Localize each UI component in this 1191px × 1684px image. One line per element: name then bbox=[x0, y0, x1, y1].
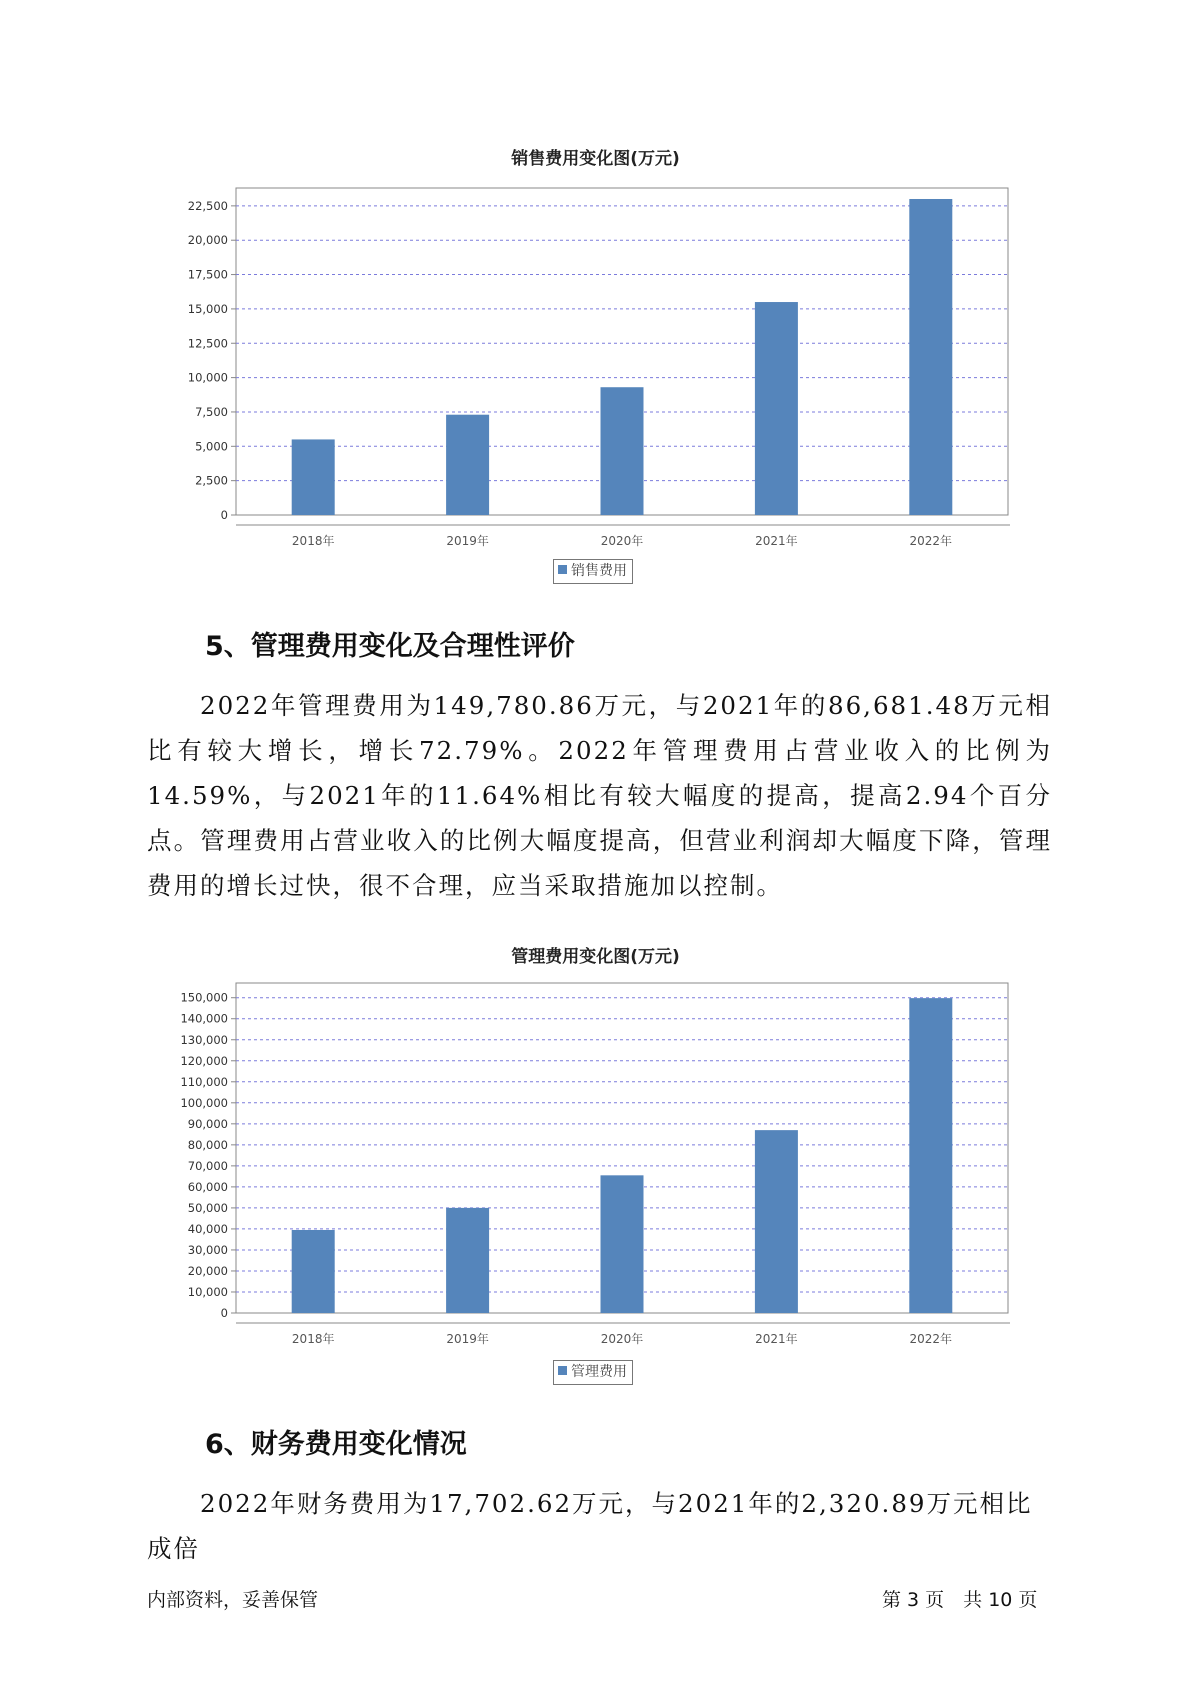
y-tick-label: 10,000 bbox=[187, 1284, 228, 1299]
legend-label: 销售费用 bbox=[571, 563, 627, 579]
section-5-paragraph: 2022年管理费用为149,780.86万元，与2021年的86,681.48万元相比有较大增长，增长72.79%。2022年管理费用占营业收入的比例为14.59%，与2021年的11.64%相比有较大幅度的提高，提高2.94个百分点。管理费用占营业收入的比例大幅度提高，但营业利润却大幅度下降，管理费用的增长过快，很不合理，应当采取措施加以控制。 bbox=[147, 691, 1052, 900]
y-tick-label: 2,500 bbox=[195, 473, 228, 488]
x-tick-label: 2018年 bbox=[291, 1332, 335, 1346]
admin-expense-chart-title: 管理费用变化图(万元) bbox=[511, 947, 680, 967]
x-tick-label: 2022年 bbox=[909, 1332, 953, 1346]
legend-label: 管理费用 bbox=[571, 1364, 627, 1380]
y-tick-label: 15,000 bbox=[187, 301, 228, 316]
y-tick-label: 60,000 bbox=[187, 1179, 228, 1194]
y-tick-label: 30,000 bbox=[187, 1242, 228, 1257]
y-tick-label: 80,000 bbox=[187, 1137, 228, 1152]
x-tick-label: 2019年 bbox=[446, 1332, 489, 1346]
y-tick-label: 50,000 bbox=[187, 1200, 228, 1215]
y-tick-label: 7,500 bbox=[195, 404, 228, 419]
x-tick-label: 2019年 bbox=[446, 534, 489, 548]
y-tick-label: 20,000 bbox=[187, 233, 228, 248]
legend-swatch-icon bbox=[558, 1366, 567, 1375]
y-tick-label: 40,000 bbox=[187, 1221, 228, 1236]
x-tick-label: 2018年 bbox=[291, 534, 335, 548]
y-tick-label: 20,000 bbox=[187, 1263, 228, 1278]
y-tick-label: 120,000 bbox=[180, 1053, 228, 1068]
bar-2022年 bbox=[909, 998, 952, 1313]
y-tick-label: 17,500 bbox=[187, 267, 228, 282]
x-tick-label: 2021年 bbox=[755, 1332, 798, 1346]
x-tick-label: 2022年 bbox=[909, 534, 953, 548]
admin-expense-legend bbox=[553, 1360, 633, 1385]
y-tick-label: 0 bbox=[220, 508, 228, 522]
sales-expense-chart-title: 销售费用变化图(万元) bbox=[511, 149, 680, 169]
y-tick-label: 140,000 bbox=[180, 1011, 228, 1026]
y-tick-label: 110,000 bbox=[180, 1074, 228, 1089]
y-tick-label: 70,000 bbox=[187, 1158, 228, 1173]
bar-2018年 bbox=[292, 1230, 335, 1313]
x-tick-label: 2020年 bbox=[600, 534, 644, 548]
y-tick-label: 5,000 bbox=[195, 439, 228, 454]
y-tick-label: 90,000 bbox=[187, 1116, 228, 1131]
y-tick-label: 10,000 bbox=[187, 370, 228, 385]
y-tick-label: 150,000 bbox=[180, 990, 228, 1005]
y-tick-label: 0 bbox=[220, 1306, 228, 1320]
y-tick-label: 130,000 bbox=[180, 1032, 228, 1047]
footer-page-number: 第 3 页 共 10 页 bbox=[882, 1589, 1038, 1611]
x-tick-label: 2021年 bbox=[755, 534, 798, 548]
bar-2021年 bbox=[755, 1130, 798, 1313]
footer-confidential-note: 内部资料，妥善保管 bbox=[147, 1589, 319, 1611]
bar-2020年 bbox=[601, 1175, 644, 1313]
y-tick-label: 12,500 bbox=[187, 336, 228, 351]
section-5-heading: 5、管理费用变化及合理性评价 bbox=[205, 631, 575, 662]
y-tick-label: 100,000 bbox=[180, 1095, 228, 1110]
x-tick-label: 2020年 bbox=[600, 1332, 644, 1346]
y-tick-label: 22,500 bbox=[187, 198, 228, 213]
bar-2019年 bbox=[446, 1208, 489, 1313]
section-6-paragraph: 2022年财务费用为17,702.62万元，与2021年的2,320.89万元相比成倍 bbox=[147, 1489, 1033, 1563]
section-6-heading: 6、财务费用变化情况 bbox=[205, 1429, 467, 1460]
